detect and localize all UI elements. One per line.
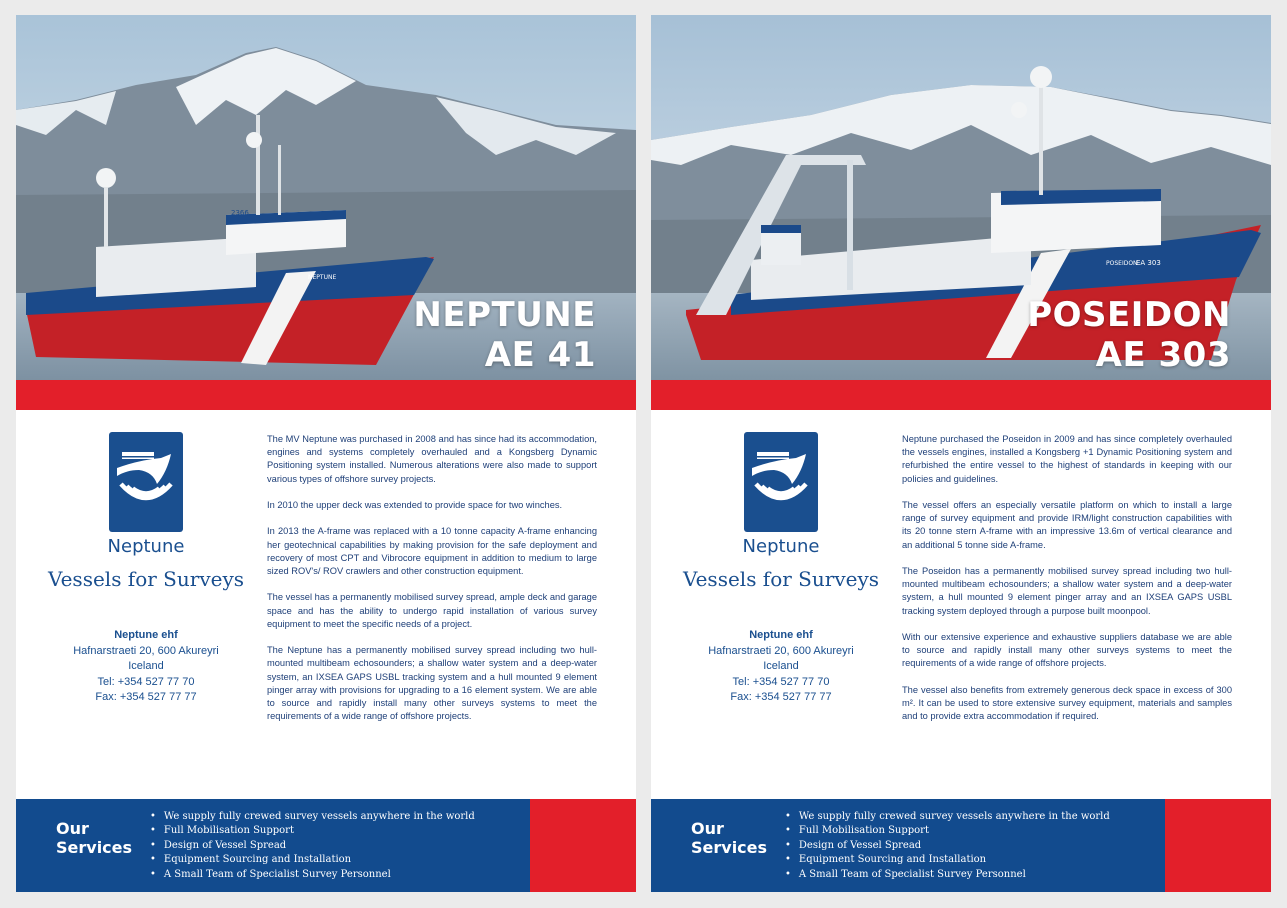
list-item: • A Small Team of Specialist Survey Personnel <box>785 868 1110 882</box>
paragraph: In 2013 the A-frame was replaced with a 10 tonne capacity A-frame enhancing her geotechnical capabilities by making provision for the safe deployment and recovery of most CPT and Vibrocore equipment in addition to medium to large sized ROV's/ ROV crawlers and other construction equipment. <box>267 526 597 576</box>
hull-number: 2366 <box>231 209 249 217</box>
red-corner-block <box>1165 799 1271 892</box>
list-item: • Equipment Sourcing and Installation <box>150 853 475 867</box>
vessel-name: NEPTUNE <box>413 295 596 335</box>
red-divider-band <box>16 380 636 410</box>
brochure-page-neptune <box>16 15 636 892</box>
services-heading: Our Services <box>56 819 133 857</box>
phone: Tel: +354 527 77 70 <box>97 675 195 688</box>
hull-name: NEPTUNE <box>308 274 337 281</box>
red-divider-band <box>651 380 1271 410</box>
phone: Tel: +354 527 77 70 <box>732 675 830 688</box>
services-panel <box>651 799 1165 892</box>
vessel-title <box>413 295 596 375</box>
tagline: Vessels for Surveys <box>47 567 245 591</box>
services-list <box>150 810 475 882</box>
address: Hafnarstraeti 20, 600 Akureyri <box>73 644 219 657</box>
paragraph: Neptune purchased the Poseidon in 2009 and has since completely overhauled the vessels engines, installed a Kongsberg +1 Dynamic Positioning system and refurbished the entire vessel to the highest of standards in keeping with our policies and guidelines. <box>902 434 1232 484</box>
vessel-code: AE 303 <box>1095 335 1231 375</box>
vessel-name: POSEIDON <box>1027 295 1231 335</box>
paragraph: The vessel offers an especially versatile platform on which to install a large range of survey equipment and provide IRM/light construction capabilities with its 20 tonne stern A-frame with an impressive 13.6m of vertical clearance and an additional 5 tonne side A-frame. <box>902 500 1232 550</box>
services-list <box>785 810 1110 882</box>
contact-block <box>651 628 911 706</box>
country: Iceland <box>763 660 799 672</box>
list-item: • Design of Vessel Spread <box>150 839 475 853</box>
neptune-logo-icon <box>744 432 818 532</box>
vessel-photo <box>651 15 1271 380</box>
paragraph: The Poseidon has a permanently mobilised survey spread including two hull-mounted multibeam echosounders; a shallow water system and a deep-water system, a hull mounted 9 element pinger array and an IXSEA GAPS USBL tracking system deployed through a purpose built moonpool. <box>902 566 1232 616</box>
paragraph: The Neptune has a permanently mobilised survey spread including two hull-mounted multibeam echosounders; a shallow water system and a deep-water system, an IXSEA GAPS USBL tracking system and a hull mounted 9 element pinger array with provisions for upgrading to a 16 element system. We are able to source and rapidly install many other surveys systems to meet the requirements of a wide range of offshore projects. <box>267 645 597 722</box>
company-info-column <box>651 410 901 800</box>
red-corner-block <box>530 799 636 892</box>
list-item: • Design of Vessel Spread <box>785 839 1110 853</box>
vessel-title <box>1027 295 1231 375</box>
vessel-code: AE 41 <box>484 335 596 375</box>
vessel-photo <box>16 15 636 380</box>
company-name: Neptune ehf <box>114 629 178 641</box>
services-panel <box>16 799 530 892</box>
hull-number: EA 303 <box>1136 259 1161 267</box>
list-item: • A Small Team of Specialist Survey Personnel <box>150 868 475 882</box>
paragraph: The MV Neptune was purchased in 2008 and has since had its accommodation, engines and systems completely overhauled and a Kongsberg Dynamic Positioning system installed. Numerous alterations were also made to support various types of offshore survey projects. <box>267 434 597 484</box>
paragraph: With our extensive experience and exhaustive suppliers database we are able to source and rapidly install many other surveys systems to meet the requirements of a wide range of offshore projects. <box>902 632 1232 669</box>
company-info-column <box>16 410 266 800</box>
paragraph: In 2010 the upper deck was extended to provide space for two winches. <box>267 500 563 510</box>
logo-wordmark: Neptune <box>107 536 185 557</box>
paragraph: The vessel has a permanently mobilised survey spread, ample deck and garage space and has the ability to undergo rapid installation of various survey equipment to meet the specific needs of a project. <box>267 592 597 629</box>
list-item: • Full Mobilisation Support <box>785 824 1110 838</box>
list-item: • We supply fully crewed survey vessels anywhere in the world <box>150 810 475 824</box>
hull-name: POSEIDON <box>1106 260 1138 267</box>
neptune-logo-icon <box>109 432 183 532</box>
fax: Fax: +354 527 77 77 <box>95 691 197 703</box>
list-item: • Equipment Sourcing and Installation <box>785 853 1110 867</box>
vessel-description <box>902 433 1232 737</box>
company-name: Neptune ehf <box>749 629 813 641</box>
brochure-page-poseidon <box>651 15 1271 892</box>
list-item: • We supply fully crewed survey vessels anywhere in the world <box>785 810 1110 824</box>
fax: Fax: +354 527 77 77 <box>730 691 832 703</box>
address: Hafnarstraeti 20, 600 Akureyri <box>708 644 854 657</box>
services-heading: Our Services <box>691 819 768 857</box>
contact-block <box>16 628 276 706</box>
paragraph: The vessel also benefits from extremely generous deck space in excess of 300 m². It can be used to store extensive survey equipment, materials and samples and to provide extra accommodation if required. <box>902 684 1232 722</box>
tagline: Vessels for Surveys <box>682 567 880 591</box>
country: Iceland <box>128 660 164 672</box>
list-item: • Full Mobilisation Support <box>150 824 475 838</box>
logo-wordmark: Neptune <box>742 536 820 557</box>
vessel-description <box>267 433 597 737</box>
